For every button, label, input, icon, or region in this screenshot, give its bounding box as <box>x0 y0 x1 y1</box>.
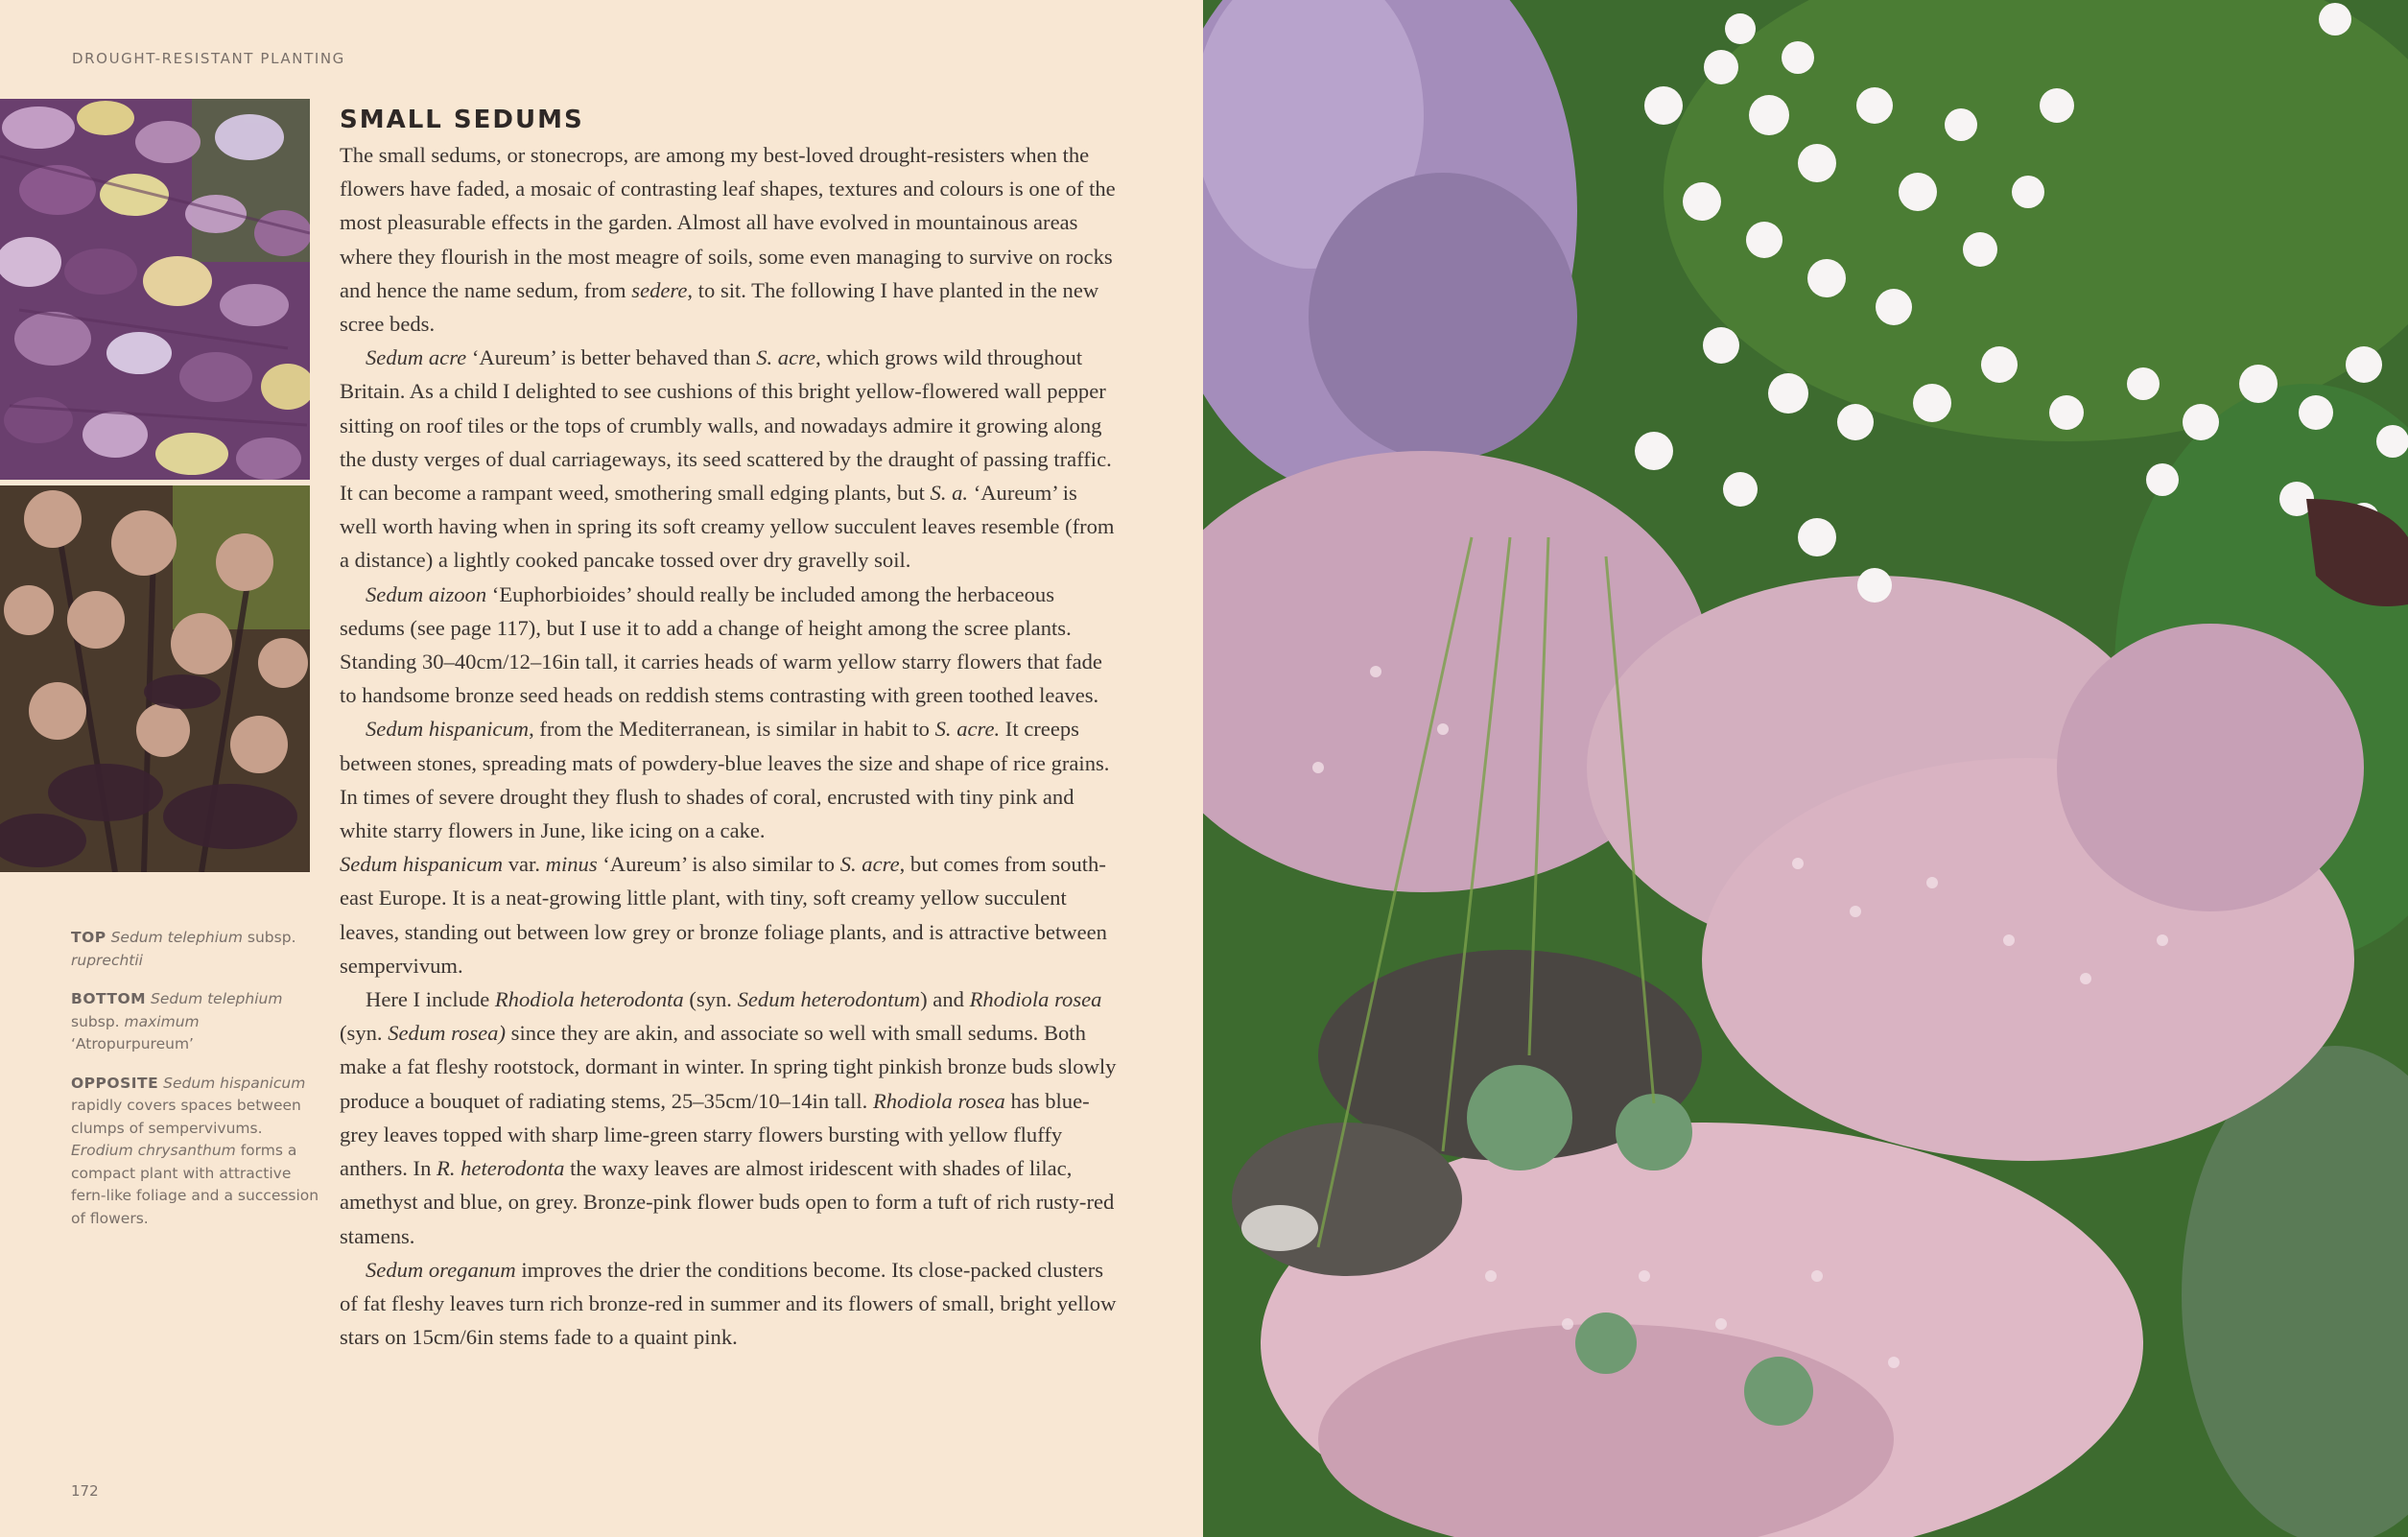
photo-sedum-hispanicum-erodium <box>1203 0 2408 1537</box>
italic-run: Rhodiola rosea <box>872 1088 1005 1113</box>
article-title: SMALL SEDUMS <box>340 106 584 134</box>
italic-run: Rhodiola heterodonta <box>494 987 684 1012</box>
photo-sedum-telephium-maximum <box>0 485 310 872</box>
article-paragraph <box>340 578 1117 713</box>
text-run: The small sedums, or stonecrops, are among my best-loved drought-resisters when the flowers have faded, a mosaic of contrasting leaf shapes, textures and colours is one of the most pleasurable effects in the garden. Almost all have evolved in mountainous areas where they flourish in the most meagre of soils, some even managing to survive on rocks and hence the name sedum, from <box>340 143 1116 302</box>
italic-run: Erodium chrysanthum <box>71 1142 236 1159</box>
italic-run: Sedum hispanicum <box>366 717 530 742</box>
article-paragraph <box>340 138 1117 341</box>
article <box>340 106 1117 1354</box>
italic-run: Sedum acre <box>366 345 467 370</box>
italic-run: S. acre <box>756 345 816 370</box>
text-run: ‘Euphorbioides’ should really be included among the herbaceous sedums (see page 117), but I use it to add a change of height among the scree plants. Standing 30–40cm/12–16in tall, it carries heads of warm yellow starry flowers that fade to handsome bronze seed heads on reddish stems contrasting with green toothed leaves. <box>340 581 1102 708</box>
article-paragraph <box>340 847 1117 982</box>
text-run: subsp. <box>71 1012 125 1030</box>
italic-run: Sedum telephium <box>110 929 243 946</box>
caption-bottom-label: BOTTOM <box>71 990 147 1007</box>
italic-run: minus <box>545 852 598 877</box>
text-run: ‘Aureum’ is also similar to <box>597 852 840 877</box>
italic-run: Sedum aizoon <box>366 581 487 606</box>
text-run: var. <box>503 852 546 877</box>
italic-run: maximum <box>124 1012 200 1030</box>
text-run: , but comes from south-east Europe. It is a neat-growing little plant, with tiny, soft creamy yellow succulent leaves, standing out between low grey or bronze foliage plants, and is attractive between sempervivum. <box>340 852 1107 978</box>
caption-top-label: TOP <box>71 929 106 946</box>
italic-run: S. a. <box>930 481 969 506</box>
text-run: , which grows wild throughout Britain. As a child I delighted to see cushions of this bright yellow-flowered wall pepper sitting on roof tiles or the tops of crumbly walls, and nowadays admire it growing along the dusty verges of dual carriageways, its seed scattered by the draught of passing traffic. It can become a rampant weed, smothering small edging plants, but <box>340 345 1112 506</box>
caption-opposite-text <box>71 1075 319 1227</box>
italic-run: Sedum rosea) <box>388 1021 506 1046</box>
left-page <box>0 0 1203 1537</box>
running-head: DROUGHT-RESISTANT PLANTING <box>72 50 345 67</box>
caption-bottom <box>71 988 320 1056</box>
italic-run: S. acre. <box>934 717 1001 742</box>
text-run: ‘Aureum’ is better behaved than <box>466 345 757 370</box>
caption-opposite-label: OPPOSITE <box>71 1074 159 1092</box>
italic-run: Sedum heterodontum <box>737 987 921 1012</box>
italic-run: Sedum hispanicum <box>340 852 504 877</box>
italic-run: Sedum telephium <box>151 990 283 1007</box>
italic-run: ruprechtii <box>71 951 143 969</box>
text-run: ‘Atropurpureum’ <box>71 1035 194 1052</box>
caption-opposite <box>71 1073 320 1231</box>
article-paragraph <box>340 341 1117 577</box>
text-run: the waxy leaves are almost iridescent with shades of lilac, amethyst and blue, on grey. Bronze-pink flower buds open to form a tuft of rich rusty-red stamens. <box>340 1156 1115 1248</box>
italic-run: Sedum oreganum <box>366 1257 516 1282</box>
article-paragraph <box>340 1253 1117 1355</box>
text-run: Here I include <box>366 987 495 1012</box>
text-run: , from the Mediterranean, is similar in habit to <box>529 717 935 742</box>
photo-captions <box>71 927 320 1246</box>
text-run: ‘Aureum’ is well worth having when in spring its soft creamy yellow succulent leaves resemble (from a distance) a lightly cooked pancake tossed over dry gravelly soil. <box>340 481 1115 573</box>
text-run: (syn. <box>340 1021 389 1046</box>
text-run: since they are akin, and associate so well with small sedums. Both make a fat fleshy rootstock, dormant in winter. In spring tight pinkish bronze buds slowly produce a bouquet of radiating stems, 25–35cm/10–14in tall. <box>340 1021 1117 1113</box>
article-paragraph <box>340 712 1117 847</box>
text-run: , to sit. The following I have planted in the new scree beds. <box>340 277 1099 337</box>
italic-run: Sedum hispanicum <box>163 1074 306 1092</box>
sedum-atropurpureum-illustration <box>0 485 310 872</box>
article-paragraph <box>340 982 1117 1253</box>
caption-top <box>71 927 320 972</box>
photo-sedum-telephium-ruprechtii <box>0 99 310 480</box>
text-run: forms a compact plant with attractive fern-like foliage and a succession of flowers. <box>71 1142 319 1227</box>
italic-run: R. heterodonta <box>437 1156 565 1181</box>
sedum-ruprechtii-illustration <box>0 99 310 480</box>
garden-illustration <box>1203 0 2408 1537</box>
page-number: 172 <box>71 1482 99 1500</box>
text-run: (syn. <box>683 987 738 1012</box>
text-run: It creeps between stones, spreading mats of powdery-blue leaves the size and shape of rice grains. In times of severe drought they flush to shades of coral, encrusted with tiny pink and white starry flowers in June, like icing on a cake. <box>340 717 1110 843</box>
text-run: improves the drier the conditions become. Its close-packed clusters of fat fleshy leaves turn rich bronze-red in summer and its flowers of small, bright yellow stars on 15cm/6in stems fade to a quaint pink. <box>340 1257 1117 1350</box>
italic-run: Rhodiola rosea <box>969 987 1102 1012</box>
italic-run: sedere <box>631 277 688 302</box>
text-run: ) and <box>920 987 970 1012</box>
text-run: rapidly covers spaces between clumps of sempervivums. <box>71 1097 301 1137</box>
text-run: has blue-grey leaves topped with sharp lime-green starry flowers bursting with yellow fluffy anthers. In <box>340 1088 1090 1181</box>
text-run: subsp. <box>242 929 296 946</box>
italic-run: S. acre <box>839 852 900 877</box>
